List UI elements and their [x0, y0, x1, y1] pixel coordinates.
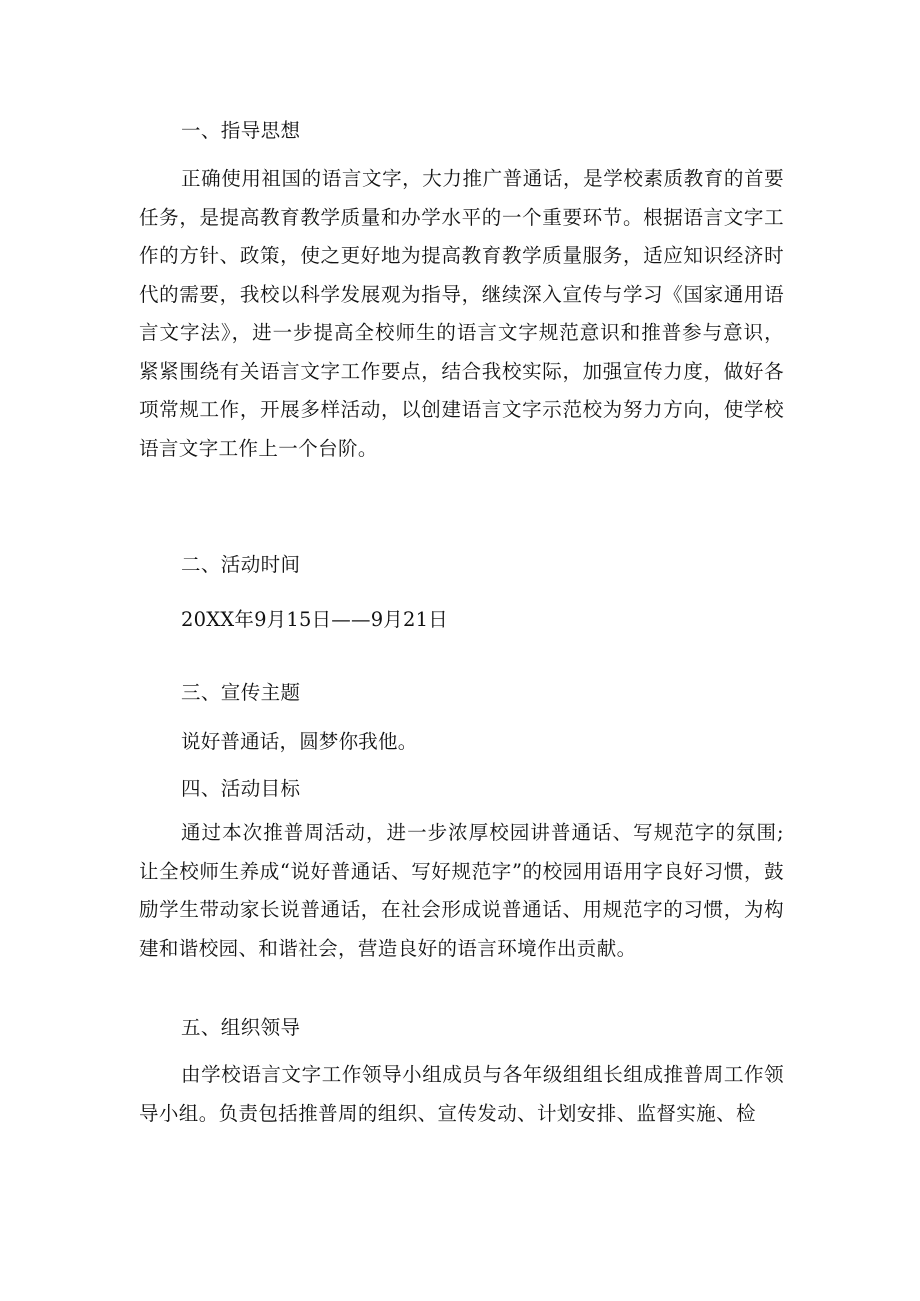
section-heading-activity-time: 二、活动时间 — [181, 553, 301, 576]
paragraph-organization: 由学校语言文字工作领导小组成员与各年级组组长组成推普周工作领导小组。负责包括推普周的组织、宣传发动、计划安排、监督实施、检 — [139, 1063, 784, 1125]
section-heading-guiding-thought: 一、指导思想 — [181, 119, 301, 142]
paragraph-guiding-thought: 正确使用祖国的语言文字，大力推广普通话，是学校素质教育的首要任务，是提高教育教学质量和办学水平的一个重要环节。根据语言文字工作的方针、政策，使之更好地为提高教育教学质量服务，适应知识经济时代的需要，我校以科学发展观为指导，继续深入宣传与学习《国家通用语言文字法》，进一步提高全校师生的语言文字规范意识和推普参与意识，紧紧围绕有关语言文字工作要点，结合我校实际，加强宣传力度，做好各项常规工作，开展多样活动，以创建语言文字示范校为努力方向，使学校语言文字工作上一个台阶。 — [139, 167, 784, 460]
paragraph-activity-time: 20XX年9月15日——9月21日 — [181, 608, 448, 631]
paragraph-goals: 通过本次推普周活动，进一步浓厚校园讲普通话、写规范字的氛围;让全校师生养成“说好普通话、写好规范字”的校园用语用字良好习惯，鼓励学生带动家长说普通话，在社会形成说普通话、用规范字的习惯，为构建和谐校园、和谐社会，营造良好的语言环境作出贡献。 — [139, 821, 784, 960]
section-heading-goals: 四、活动目标 — [181, 777, 301, 800]
section-heading-theme: 三、宣传主题 — [181, 681, 301, 704]
paragraph-theme: 说好普通话，圆梦你我他。 — [181, 730, 418, 753]
section-heading-organization: 五、组织领导 — [181, 1016, 301, 1039]
